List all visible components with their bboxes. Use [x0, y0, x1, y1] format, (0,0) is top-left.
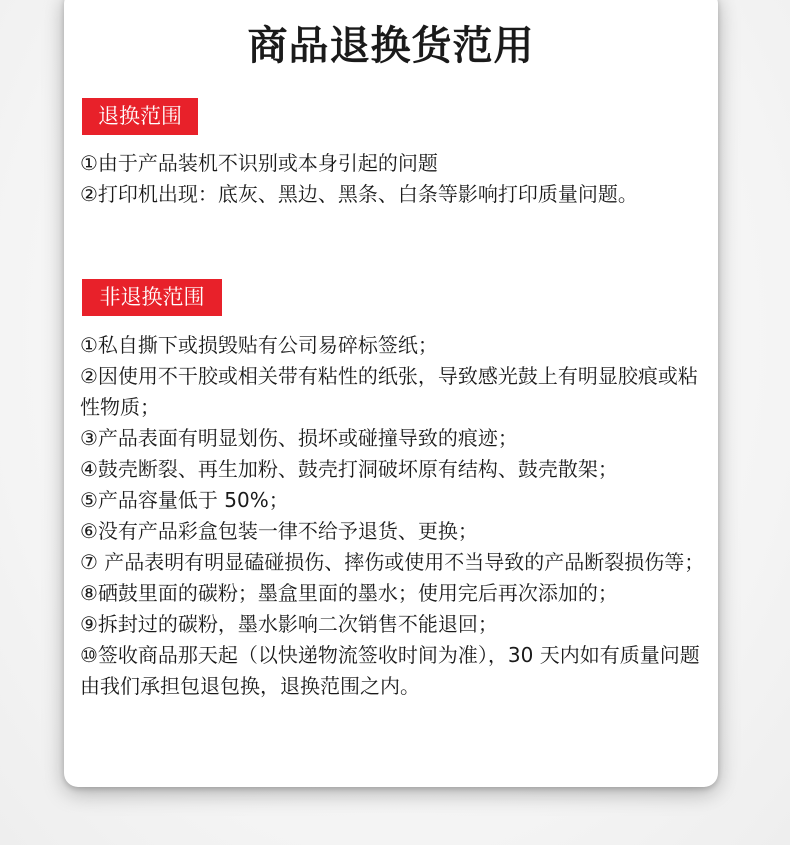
list-item: ③产品表面有明显划伤、损坏或碰撞导致的痕迹； [80, 426, 518, 450]
list-item: ①私自撕下或损毁贴有公司易碎标签纸； [80, 333, 438, 357]
list-item: ⑧硒鼓里面的碳粉；墨盒里面的墨水；使用完后再次添加的； [80, 581, 618, 605]
list-item: ②因使用不干胶或相关带有粘性的纸张，导致感光鼓上有明显胶痕或粘性物质； [80, 364, 698, 419]
non-return-scope-badge: 非退换范围 [82, 279, 222, 316]
return-scope-list [80, 148, 710, 210]
non-return-scope-list [80, 330, 710, 702]
policy-card [64, 0, 718, 787]
list-item: ⑦ 产品表明有明显磕碰损伤、摔伤或使用不当导致的产品断裂损伤等； [80, 550, 705, 574]
return-scope-badge: 退换范围 [82, 98, 198, 135]
list-item: ④鼓壳断裂、再生加粉、鼓壳打洞破坏原有结构、鼓壳散架； [80, 457, 618, 481]
page-title: 商品退换货范用 [247, 23, 535, 69]
list-item: ⑨拆封过的碳粉，墨水影响二次销售不能退回； [80, 612, 498, 636]
list-item: ②打印机出现：底灰、黑边、黑条、白条等影响打印质量问题。 [80, 182, 638, 206]
list-item: ⑩签收商品那天起（以快递物流签收时间为准），30 天内如有质量问题由我们承担包退包换，退换范围之内。 [80, 643, 700, 698]
list-item: ⑤产品容量低于 50%； [80, 488, 289, 512]
list-item: ①由于产品装机不识别或本身引起的问题 [80, 151, 438, 175]
list-item: ⑥没有产品彩盒包装一律不给予退货、更换； [80, 519, 478, 543]
